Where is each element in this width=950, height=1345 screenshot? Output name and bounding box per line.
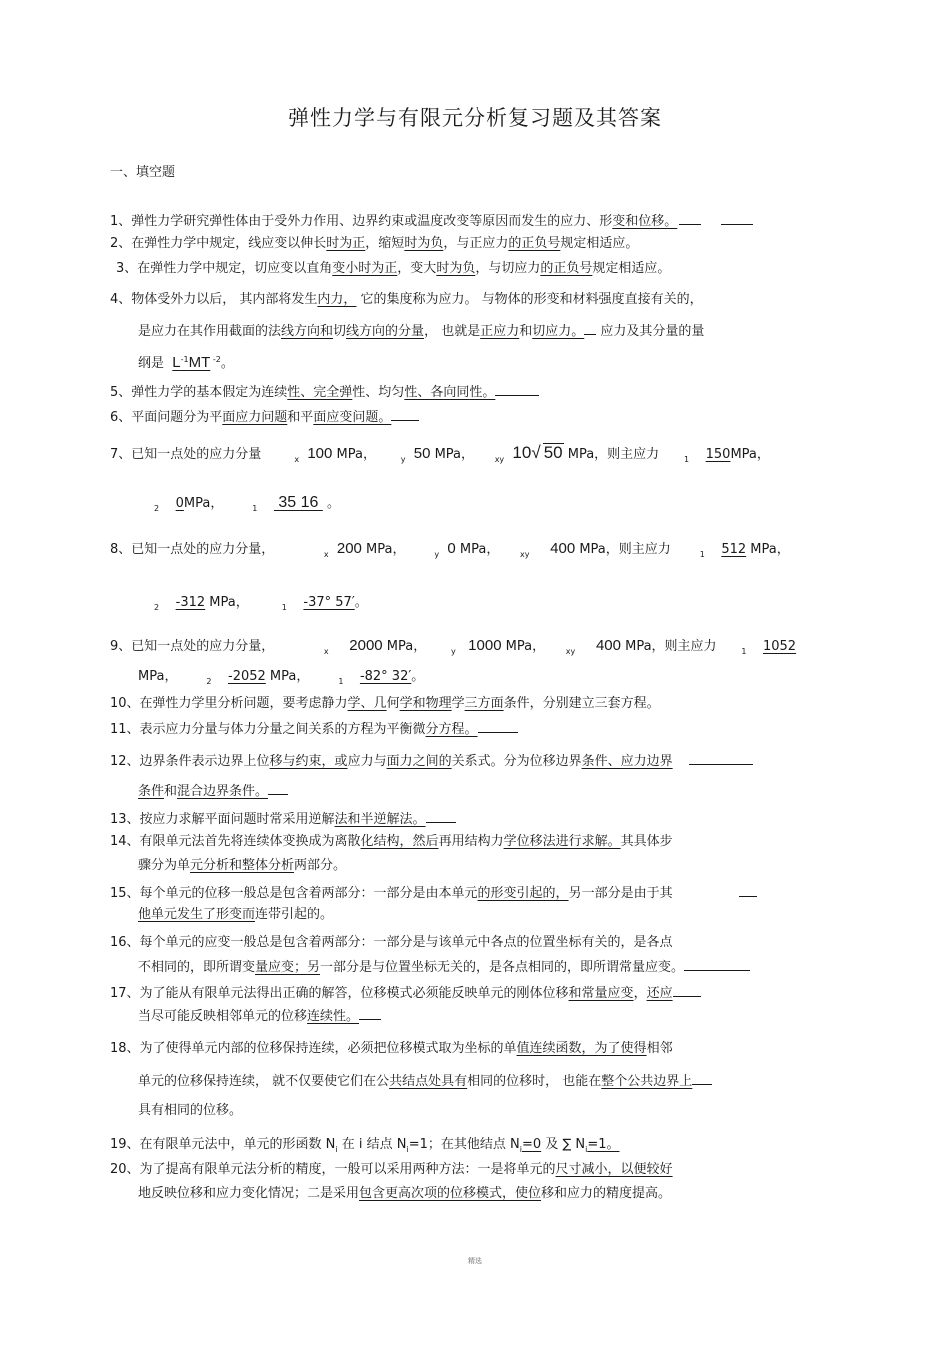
question-20-line-2: 地反映位移和应力变化情况；二是采用包含更高次项的位移模式，使位移和应力的精度提高。 (138, 1186, 672, 1201)
question-6: 6、平面问题分为平面应力问题和平面应变问题。 (110, 407, 419, 427)
question-17-line-2: 当尽可能反映相邻单元的位移连续性。 (138, 1006, 381, 1026)
question-20: 20、为了提高有限单元法分析的精度，一般可以采用两种方法：一是将单元的尺寸减小，以便较好 (110, 1162, 673, 1177)
question-8: 8、已知一点处的应力分量， $_x$ 200 MPa， $_y$ 0 MPa， $_{xy}$ 400 MPa，则主应力 $_1$ 512 MPa， (110, 540, 790, 559)
question-18-line-2: 单元的位移保持连续， 就不仅要使它们在公共结点处具有相同的位移时， 也能在整个公共边界上 (138, 1071, 712, 1091)
page-title: 弹性力学与有限元分析复习题及其答案 (288, 106, 662, 130)
question-11: 11、表示应力分量与体力分量之间关系的方程为平衡微分方程。 (110, 719, 518, 739)
question-9: 9、已知一点处的应力分量， $_x$ 2000 MPa， $_y$ 1000 MPa， $_{xy}$ 400 MPa，则主应力 $_1$ 1052 (110, 637, 797, 656)
question-12-line-2: 条件和混合边界条件。 (138, 781, 288, 801)
question-1: 1、弹性力学研究弹性体由于受外力作用、边界约束或温度改变等原因而发生的应力、形变和位移。 (110, 211, 753, 231)
question-14-line-2: 骤分为单元分析和整体分析两部分。 (138, 858, 347, 873)
question-5: 5、弹性力学的基本假定为连续性、完全弹性、均匀性、各向同性。 (110, 382, 539, 402)
question-4-line-2: 是应力在其作用截面的法线方向和切线方向的分量， 也就是正应力和切应力。 应力及其分量的量 (138, 321, 704, 341)
question-16: 16、每个单元的应变一般总是包含着两部分：一部分是与该单元中各点的位置坐标有关的，是各点 (110, 935, 673, 950)
question-18-line-3: 具有相同的位移。 (138, 1103, 243, 1118)
question-15-line-2: 他单元发生了形变而连带引起的。 (138, 907, 334, 922)
question-14: 14、有限单元法首先将连续体变换成为离散化结构，然后再用结构力学位移法进行求解。其具体步 (110, 834, 673, 849)
question-18: 18、为了使得单元内部的位移保持连续，必须把位移模式取为坐标的单值连续函数，为了使得相邻 (110, 1041, 673, 1056)
question-7: 7、已知一点处的应力分量 $_x$ 100 MPa， $_y$ 50 MPa， $_{xy}$ 10√ 50 MPa，则主应力 $_1$ 150MPa， (110, 443, 770, 464)
question-9-line-2: MPa， $_2$ -2052 MPa， $_1$ -82° 32′。 (138, 669, 425, 686)
question-4: 4、物体受外力以后， 其内部将发生内力， 它的集度称为应力。 与物体的形变和材料强度直接有关的， (110, 292, 703, 307)
question-10: 10、在弹性力学里分析问题，要考虑静力学、几何学和物理学三方面条件，分别建立三套方程。 (110, 696, 660, 711)
section-heading: 一、填空题 (110, 165, 176, 180)
question-16-line-2: 不相同的，即所谓变量应变；另一部分是与位置坐标无关的，是各点相同的，即所谓常量应变。 (138, 957, 750, 977)
question-4-line-3: 纲是 $L^{-1}MT$ $^{-2}$。 (138, 354, 234, 371)
question-8-line-2: $_2$ -312 MPa， $_1$ -37° 57′。 (154, 595, 368, 612)
question-2: 2、在弹性力学中规定，线应变以伸长时为正，缩短时为负，与正应力的正负号规定相适应。 (110, 236, 639, 251)
question-19: 19、在有限单元法中，单元的形函数 $N_i$ 在 i 结点 $N_i=1$；在其他结点 $N_i=0$ 及 ∑ $N_i=1$。 (110, 1137, 620, 1154)
question-7-line-2: $_2$ 0MPa， $_1$ 35 16 。 (154, 494, 341, 513)
question-3: 3、在弹性力学中规定，切应变以直角变小时为正，变大时为负，与切应力的正负号规定相适应。 (116, 261, 671, 276)
footer-label: 精选 (468, 1257, 482, 1265)
question-17: 17、为了能从有限单元法得出正确的解答，位移模式必须能反映单元的刚体位移和常量应变，还应 (110, 983, 701, 1003)
question-13: 13、按应力求解平面问题时常采用逆解法和半逆解法。 (110, 809, 456, 829)
question-15: 15、每个单元的位移一般总是包含着两部分：一部分是由本单元的形变引起的，另一部分是由于其 (110, 883, 757, 903)
question-12: 12、边界条件表示边界上位移与约束，或应力与面力之间的关系式。分为位移边界条件、应力边界 (110, 751, 753, 771)
